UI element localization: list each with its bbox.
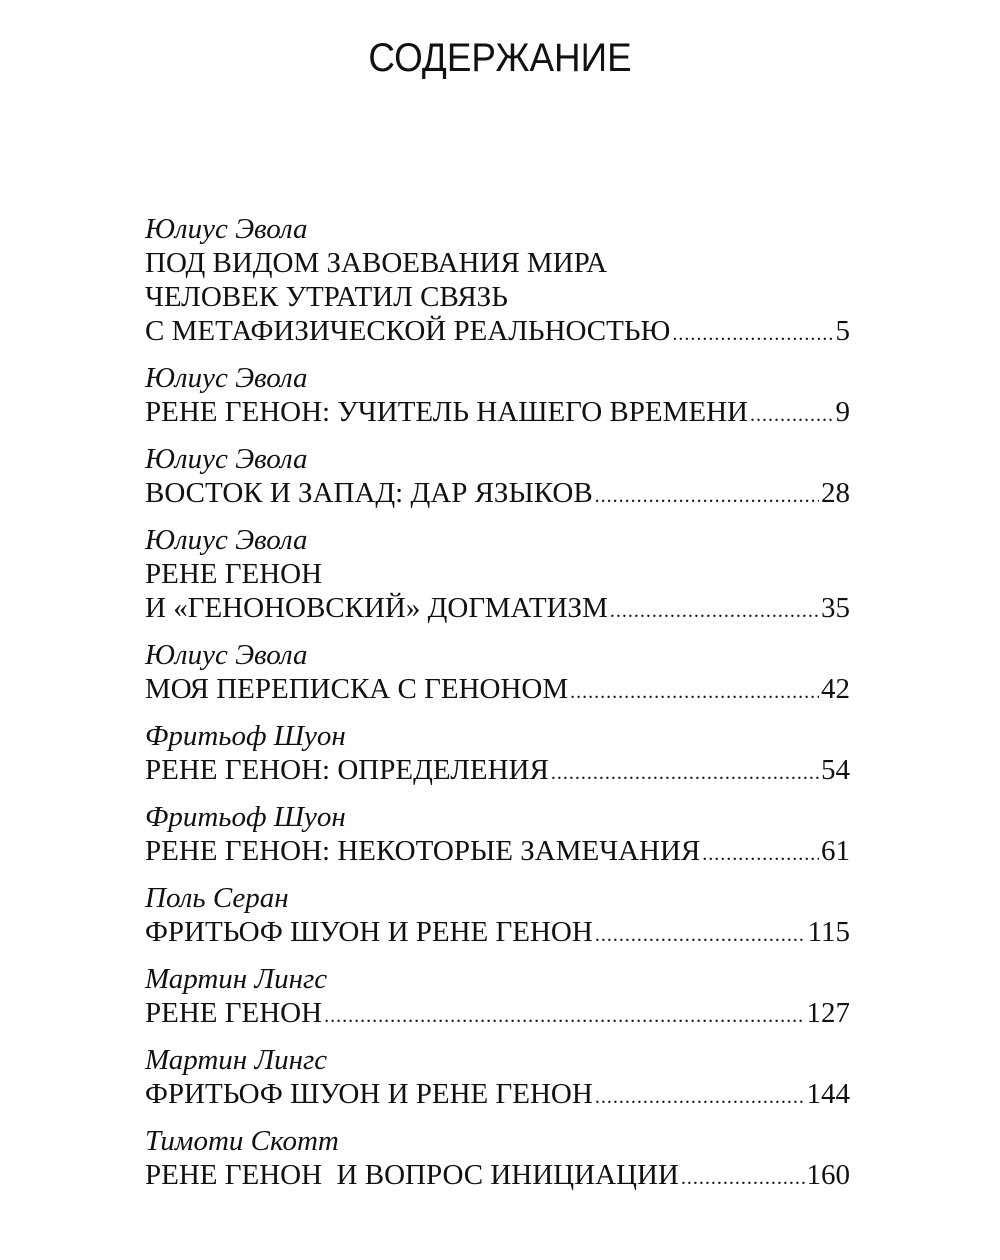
toc-entry-title-line: ПОД ВИДОМ ЗАВОЕВАНИЯ МИРА xyxy=(145,247,608,279)
toc-entry-last-line xyxy=(145,591,850,625)
table-of-contents xyxy=(145,212,850,1205)
toc-entry-page-number: 127 xyxy=(806,997,850,1029)
toc-entry-author: Юлиус Эвола xyxy=(145,443,308,475)
toc-entry-author: Фритьоф Шуон xyxy=(145,801,346,833)
toc-entry-author: Мартин Лингс xyxy=(145,1044,328,1076)
toc-entry-last-line xyxy=(145,996,850,1030)
dot-leader xyxy=(750,398,834,429)
toc-entry xyxy=(145,361,850,429)
toc-entry-author: Юлиус Эвола xyxy=(145,639,308,671)
toc-entry-page-number: 9 xyxy=(835,396,850,428)
toc-entry-title-line: ФРИТЬОФ ШУОН И РЕНЕ ГЕНОН xyxy=(145,916,593,948)
toc-entry-title-line: РЕНЕ ГЕНОН: ОПРЕДЕЛЕНИЯ xyxy=(145,754,549,786)
dot-leader xyxy=(681,1161,805,1192)
toc-entry-page-number: 160 xyxy=(806,1159,850,1191)
toc-entry-title-line: РЕНЕ ГЕНОН xyxy=(145,997,323,1029)
toc-entry-page-number: 54 xyxy=(821,754,850,786)
toc-entry-page-number: 42 xyxy=(821,673,850,705)
toc-entry-page-number: 28 xyxy=(821,477,850,509)
toc-entry-page-number: 115 xyxy=(807,916,850,948)
toc-entry xyxy=(145,962,850,1030)
toc-entry xyxy=(145,719,850,787)
toc-entry-last-line xyxy=(145,753,850,787)
dot-leader xyxy=(672,317,833,348)
toc-entry-title-line: И «ГЕНОНОВСКИЙ» ДОГМАТИЗМ xyxy=(145,592,608,624)
toc-entry-title-line: ЧЕЛОВЕК УТРАТИЛ СВЯЗЬ xyxy=(145,281,508,313)
toc-entry xyxy=(145,1043,850,1111)
toc-entry-last-line xyxy=(145,834,850,868)
toc-entry-last-line xyxy=(145,1158,850,1192)
toc-entry xyxy=(145,638,850,706)
toc-entry-title-line: С МЕТАФИЗИЧЕСКОЙ РЕАЛЬНОСТЬЮ xyxy=(145,315,671,347)
toc-entry-last-line xyxy=(145,314,850,348)
toc-entry-title-line: РЕНЕ ГЕНОН И ВОПРОС ИНИЦИАЦИИ xyxy=(145,1159,679,1191)
dot-leader xyxy=(324,999,804,1030)
toc-entry-title-line: РЕНЕ ГЕНОН xyxy=(145,558,323,590)
toc-entry-title-line: ФРИТЬОФ ШУОН И РЕНЕ ГЕНОН xyxy=(145,1078,593,1110)
toc-entry-title-line: РЕНЕ ГЕНОН: НЕКОТОРЫЕ ЗАМЕЧАНИЯ xyxy=(145,835,701,867)
toc-entry-author: Юлиус Эвола xyxy=(145,524,308,556)
dot-leader xyxy=(595,1080,805,1111)
toc-entry-last-line xyxy=(145,672,850,706)
toc-entry-page-number: 35 xyxy=(821,592,850,624)
dot-leader xyxy=(551,756,819,787)
toc-entry-title-line: ВОСТОК И ЗАПАД: ДАР ЯЗЫКОВ xyxy=(145,477,593,509)
toc-entry-author: Поль Серан xyxy=(145,882,289,914)
toc-entry-author: Юлиус Эвола xyxy=(145,213,308,245)
toc-entry xyxy=(145,800,850,868)
toc-entry-last-line xyxy=(145,915,850,949)
toc-entry-page-number: 144 xyxy=(806,1078,850,1110)
toc-entry xyxy=(145,523,850,625)
toc-entry xyxy=(145,1124,850,1192)
toc-entry-author: Мартин Лингс xyxy=(145,963,328,995)
dot-leader xyxy=(570,675,819,706)
dot-leader xyxy=(610,594,819,625)
toc-entry-title-line: МОЯ ПЕРЕПИСКА С ГЕНОНОМ xyxy=(145,673,569,705)
dot-leader xyxy=(702,837,819,868)
toc-entry-last-line xyxy=(145,476,850,510)
toc-entry xyxy=(145,881,850,949)
page-title: СОДЕРЖАНИЕ xyxy=(368,36,632,80)
toc-entry xyxy=(145,442,850,510)
toc-entry-last-line xyxy=(145,1077,850,1111)
dot-leader xyxy=(595,918,806,949)
toc-entry xyxy=(145,212,850,348)
toc-entry-page-number: 61 xyxy=(821,835,850,867)
toc-entry-title-line: РЕНЕ ГЕНОН: УЧИТЕЛЬ НАШЕГО ВРЕМЕНИ xyxy=(145,396,748,428)
dot-leader xyxy=(595,479,819,510)
toc-entry-author: Фритьоф Шуон xyxy=(145,720,346,752)
toc-entry-last-line xyxy=(145,395,850,429)
toc-entry-page-number: 5 xyxy=(835,315,850,347)
toc-entry-author: Тимоти Скотт xyxy=(145,1125,339,1157)
toc-entry-author: Юлиус Эвола xyxy=(145,362,308,394)
